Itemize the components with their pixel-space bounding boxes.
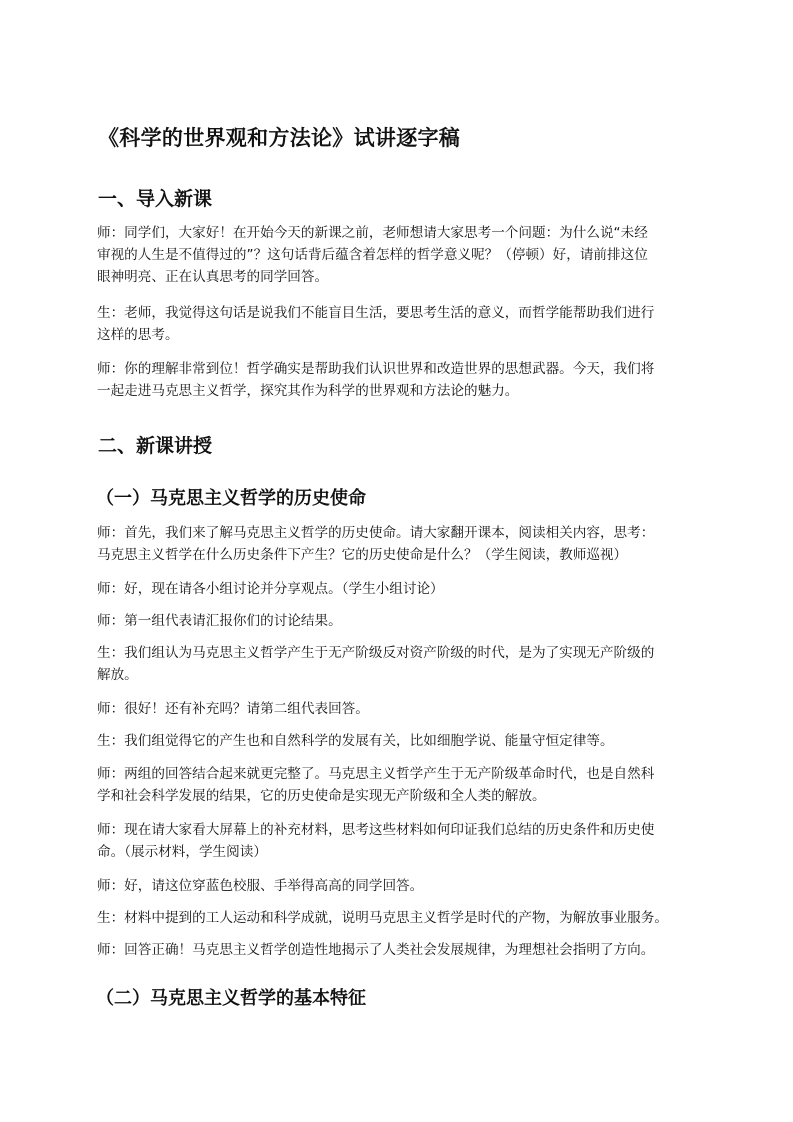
paragraph: 师：很好！还有补充吗？请第二组代表回答。	[97, 701, 369, 717]
paragraph: 生：老师，我觉得这句话是说我们不能盲目生活，要思考生活的意义，而哲学能帮助我们进行 这样的思考。	[97, 305, 655, 343]
document-title: 《科学的世界观和方法论》试讲逐字稿	[98, 126, 461, 150]
paragraph: 师：好，请这位穿蓝色校服、手举得高高的同学回答。	[97, 878, 424, 894]
subsection-heading-history: （一）马克思主义哲学的历史使命	[96, 488, 366, 509]
paragraph: 师：现在请大家看大屏幕上的补充材料，思考这些材料如何印证我们总结的历史条件和历史使 命。（展示材料，学生阅读）	[97, 822, 655, 860]
paragraph: 生：我们组觉得它的产生也和自然科学的发展有关，比如细胞学说、能量守恒定律等。	[97, 733, 614, 749]
paragraph: 师：首先，我们来了解马克思主义哲学的历史使命。请大家翻开课本，阅读相关内容，思考： 马克思主义哲学在什么历史条件下产生？它的历史使命是什么？（学生阅读，教师巡视）	[97, 525, 655, 563]
section-heading-intro: 一、导入新课	[98, 188, 213, 210]
paragraph: 师：回答正确！马克思主义哲学创造性地揭示了人类社会发展规律，为理想社会指明了方向。	[97, 942, 655, 958]
paragraph: 生：材料中提到的工人运动和科学成就，说明马克思主义哲学是时代的产物，为解放事业服务。	[97, 910, 668, 926]
paragraph: 师：你的理解非常到位！哲学确实是帮助我们认识世界和改造世界的思想武器。今天，我们将 一起走进马克思主义哲学，探究其作为科学的世界观和方法论的魅力。	[97, 361, 655, 399]
section-heading-new-lesson: 二、新课讲授	[98, 435, 213, 457]
subsection-heading-features: （二）马克思主义哲学的基本特征	[96, 988, 366, 1009]
paragraph: 师：第一组代表请汇报你们的讨论结果。	[97, 613, 342, 629]
paragraph: 师：好，现在请各小组讨论并分享观点。（学生小组讨论）	[97, 581, 444, 597]
paragraph: 师：两组的回答结合起来就更完整了。马克思主义哲学产生于无产阶级革命时代，也是自然科 学和社会科学发展的结果，它的历史使命是实现无产阶级和全人类的解放。	[97, 766, 655, 804]
paragraph: 生：我们组认为马克思主义哲学产生于无产阶级反对资产阶级的时代，是为了实现无产阶级的 解放。	[97, 645, 655, 683]
paragraph: 师：同学们，大家好！在开始今天的新课之前，老师想请大家思考一个问题：为什么说“未经 审视的人生是不值得过的”？这句话背后蕴含着怎样的哲学意义呢？（停顿）好，请前排这位 眼神明亮、正在认真思考的同学回答。	[97, 225, 648, 285]
